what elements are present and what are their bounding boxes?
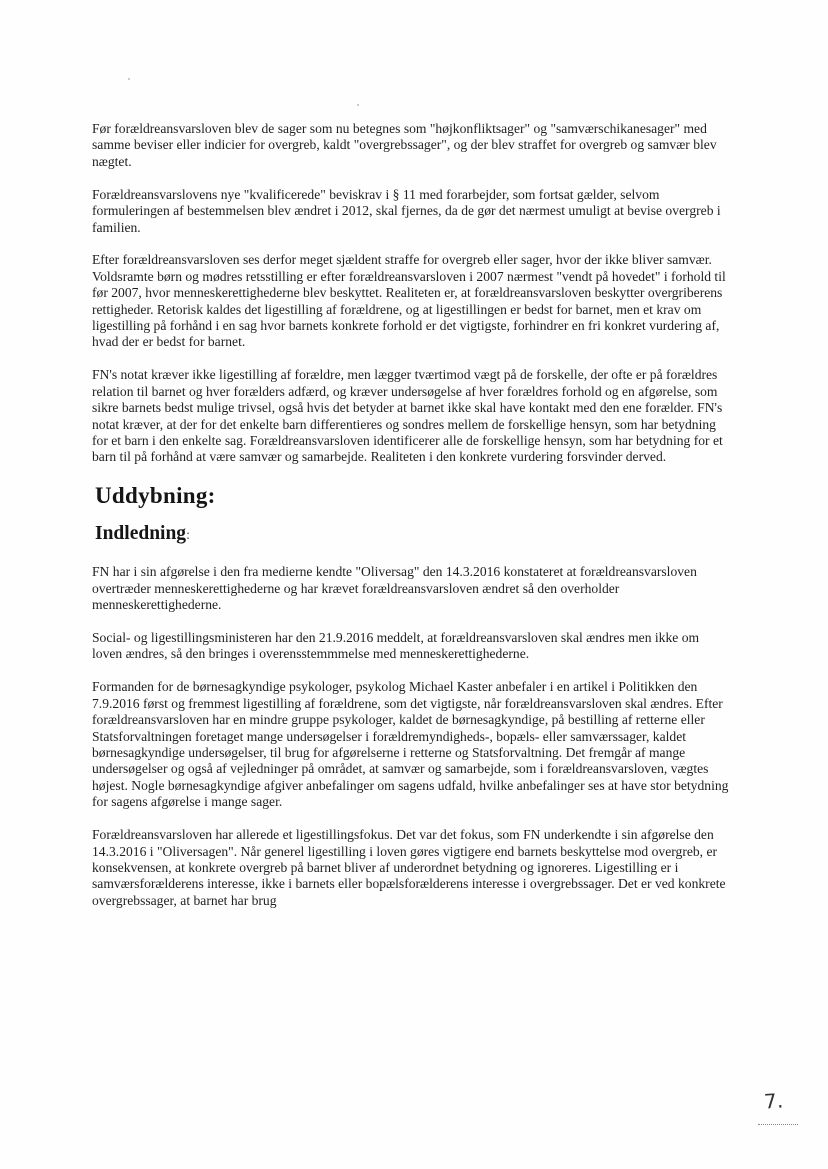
scan-speck [357,104,359,106]
paragraph: Social- og ligestillingsministeren har den 21.9.2016 meddelt, at forældreansvarsloven skal ændres men ikke om loven ændres, så den bringes i overensstemmmelse med menneskerettighederne. [92,630,700,662]
scan-speck [128,78,130,80]
subsection-heading [95,522,732,548]
section-heading: Uddybning: [95,483,216,509]
paragraph: FN har i sin afgørelse i den fra medierne kendte "Oliversag" den 14.3.2016 konstateret at forældreansvarsloven overtræder menneskerettighederne og har krævet forældreansvarsloven ændret så den overholder menneskerettighederne. [92,564,697,613]
paragraph: Før forældreansvarsloven blev de sager som nu betegnes som "højkonfliktsager" og "samværschikanesager" med samme beviser eller indicier for overgreb, kaldt "overgrebssager", og der blev straffet for overgreb og samvær blev nægtet. [92,121,717,169]
paragraph: Forældreansvarsloven har allerede et ligestillingsfokus. Det var det fokus, som FN underkendte i sin afgørelse den 14.3.2016 i "Oliversagen". Når generel ligestilling i loven gøres vigtigere end barnets beskyttelse mod overgreb, er konsekvensen, at konkrete overgreb på barnet bliver af underordnet betydning og ignoreres. Ligestilling er i samværsforælderens interesse, ikke i barnets eller bopælsforælderens interesse i overgrebssager. Det er ved konkrete overgrebssager, at barnet har brug [92,827,726,908]
document-body [92,121,732,926]
paragraph: Efter forældreansvarsloven ses derfor meget sjældent straffe for overgreb eller sager, hvor der ikke bliver samvær. Voldsramte børn og mødres retsstilling er efter forældreansvarsloven i 2007 nærmest "vendt på hovedet" i forhold til før 2007, hvor menneskerettighederne blev beskyttet. Realiteten er, at forældreansvarsloven beskytter overgriberens rettigheder. Retorisk kaldes det ligestilling af forældrene, og at ligestillingen er bedst for barnet, men et krav om ligestilling på forhånd i en sag hvor barnets konkrete forhold er det vigtigste, forhindrer en fri konkret vurdering af, hvad der er bedst for barnet. [92,252,726,350]
paragraph: FN's notat kræver ikke ligestilling af forældre, men lægger tværtimod vægt på de forskelle, der ofte er på forældres relation til barnet og hver forælders adfærd, og kræver undersøgelse af hver forældres forhold og en afgørelse, som sikre barnets bedst mulige trivsel, også hvis det betyder at barnet ikke skal have kontakt med den ene forælder. FN's notat kræver, at der for det enkelte barn differentieres og sondres mellem de forskellige hensyn, som har betydning for et barn i den enkelte sag. Forældreansvarsloven identificerer alle de forskellige hensyn, som har betydning for et barn til på forhånd at være samvær og samarbejde. Realiteten i den konkrete vurdering forsvinder derved. [92,367,723,465]
subsection-heading-suffix: : [186,528,190,544]
subsection-heading-text: Indledning [95,523,187,545]
page-number-underline [758,1124,798,1125]
paragraph: Formanden for de børnesagkyndige psykologer, psykolog Michael Kaster anbefaler i en artikel i Politikken den 7.9.2016 først og fremmest ligestilling af forældrene, som det vigtigste, når forældreansvarsloven skal ændres. Efter forældreansvarsloven har en mindre gruppe psykologer, kaldet de børnesagkyndige, på bestilling af retterne eller Statsforvaltningen foretaget mange undersøgelser i forældremyndigheds-, bopæls- eller samværssager, kaldet børnesagkyndige undersøgelser, til brug for afgørelserne i retterne og Statsforvaltning. Det fremgår af mange undersøgelser og også af vejledninger på området, at samvær og samarbejde, som i forældreansvarsloven, vægtes højest. Nogle børnesagkyndige afgiver anbefalinger om sagens udfald, hvilke anbefalinger ses at have stor betydning for sagens afgørelse i mange sager. [92,679,729,810]
paragraph: Forældreansvarslovens nye "kvalificerede" beviskrav i § 11 med forarbejder, som fortsat gælder, selvom formuleringen af bestemmelsen blev ændret i 2012, skal fjernes, da de gør det nærmest umuligt at bevise overgreb i familien. [92,186,721,235]
page-number: 7. [763,1088,784,1114]
